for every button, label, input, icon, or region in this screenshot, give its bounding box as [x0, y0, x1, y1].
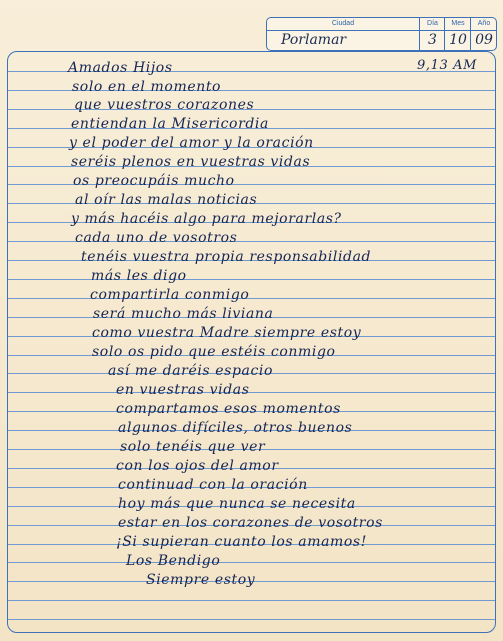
- year-value: 09: [475, 32, 493, 48]
- letter-line: seréis plenos en vuestras vidas: [71, 154, 311, 170]
- letter-line: en vuestras vidas: [116, 382, 250, 398]
- city-cell: [267, 18, 419, 50]
- ruled-line: [8, 619, 495, 620]
- letter-line: como vuestra Madre siempre estoy: [92, 325, 362, 341]
- ruled-line: [8, 298, 495, 299]
- letter-line: Siempre estoy: [146, 572, 256, 588]
- day-value: 3: [428, 32, 437, 48]
- letter-line: al oír las malas noticias: [75, 192, 258, 208]
- letter-line: y más hacéis algo para mejorarlas?: [71, 211, 342, 227]
- letter-line: solo en el momento: [72, 79, 222, 95]
- letter-line: con los ojos del amor: [116, 458, 279, 474]
- ruled-writing-area: [7, 51, 496, 633]
- letter-line: Los Bendigo: [126, 553, 221, 569]
- date-location-header: [266, 17, 497, 51]
- letter-line: os preocupáis mucho: [73, 173, 235, 189]
- letter-line: y el poder del amor y la oración: [69, 135, 314, 151]
- ruled-line: [8, 600, 495, 601]
- month-value: 10: [449, 32, 467, 48]
- month-cell: [444, 18, 471, 50]
- month-label: Mes: [451, 20, 465, 27]
- letter-line: estar en los corazones de vosotros: [118, 515, 383, 531]
- letter-line: entiendan la Misericordia: [71, 116, 269, 132]
- letter-line: Amados Hijos: [68, 60, 173, 76]
- letter-line: solo tenéis que ver: [120, 439, 266, 455]
- city-label: Ciudad: [331, 20, 355, 27]
- letter-line: compartirla conmigo: [90, 287, 250, 303]
- letter-line: así me daréis espacio: [108, 363, 273, 379]
- day-label: Día: [427, 20, 438, 27]
- ruled-line: [8, 562, 495, 563]
- ruled-line: [8, 392, 495, 393]
- letter-line: continuad con la oración: [118, 477, 308, 493]
- letter-time: 9,13 AM: [417, 58, 477, 73]
- letter-line: solo os pido que estéis conmigo: [92, 344, 336, 360]
- letter-line: que vuestros corazones: [74, 97, 255, 113]
- letter-line: será mucho más liviana: [93, 306, 274, 322]
- letter-line: más les digo: [91, 268, 187, 284]
- letter-line: cada uno de vosotros: [75, 230, 238, 246]
- day-cell: [419, 18, 445, 50]
- letter-line: algunos difíciles, otros buenos: [118, 420, 353, 436]
- letter-line: ¡Si supieran cuanto los amamos!: [116, 534, 367, 550]
- letter-line: hoy más que nunca se necesita: [118, 496, 356, 512]
- letter-line: tenéis vuestra propia responsabilidad: [81, 249, 372, 265]
- year-cell: [470, 18, 497, 50]
- ruled-line: [8, 279, 495, 280]
- letter-line: compartamos esos momentos: [116, 401, 341, 417]
- city-value: Porlamar: [281, 32, 347, 48]
- year-label: Año: [477, 20, 491, 27]
